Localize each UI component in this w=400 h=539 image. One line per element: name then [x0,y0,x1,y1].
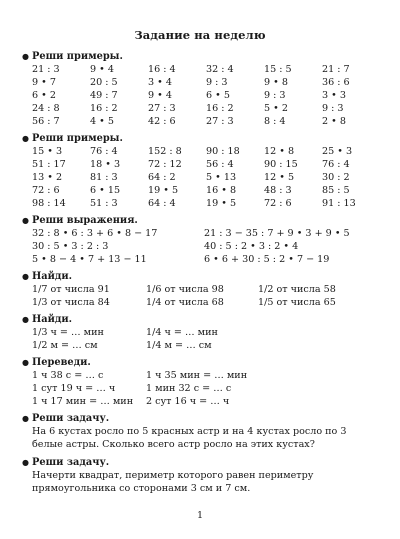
conversion-task: 1/4 м = … см [146,340,212,351]
conversion-task: 1 мин 32 с = … с [146,383,232,394]
bullet-icon: ● [22,357,29,367]
exercise: 152 : 8 [148,146,182,157]
conversion-task: 1/2 м = … см [32,340,98,351]
exercise: 6 • 2 [32,90,56,101]
exercise: 76 : 4 [90,146,118,157]
exercise: 72 : 6 [32,185,60,196]
exercise: 76 : 4 [322,159,350,170]
exercise: 9 • 7 [32,77,56,88]
bullet-icon: ● [22,314,29,324]
section-heading [22,215,138,226]
exercise: 27 : 3 [206,116,234,127]
section-heading [22,51,123,62]
exercise: 3 • 3 [322,90,346,101]
exercise: 91 : 13 [322,198,356,209]
exercise: 42 : 6 [148,116,176,127]
exercise: 6 • 15 [90,185,121,196]
page-number: 1 [196,510,204,521]
exercise: 9 • 8 [264,77,288,88]
exercise: 16 : 2 [90,103,118,114]
section-heading [22,314,72,325]
word-problem: Начерти квадрат, периметр которого равен периметру прямоугольника со сторонами 3 см и 7 см. [32,470,314,494]
section-heading-text: Реши задачу. [32,457,110,468]
exercise: 13 • 2 [32,172,63,183]
exercise: 2 • 8 [322,116,346,127]
exercise: 16 : 2 [206,103,234,114]
bullet-icon: ● [22,51,29,61]
exercise: 85 : 5 [322,185,350,196]
exercise: 9 • 4 [148,90,172,101]
bullet-icon: ● [22,413,29,423]
expression: 21 : 3 − 35 : 7 + 9 • 3 + 9 • 5 [204,228,350,239]
conversion-task: 1/4 ч = … мин [146,327,218,338]
exercise: 20 : 5 [90,77,118,88]
expression: 5 • 8 − 4 • 7 + 13 − 11 [32,254,147,265]
fraction-task: 1/7 от числа 91 [32,284,110,295]
exercise: 19 • 5 [148,185,179,196]
exercise: 30 : 2 [322,172,350,183]
exercise: 25 • 3 [322,146,353,157]
expression: 40 : 5 : 2 • 3 : 2 • 4 [204,241,299,252]
conversion-task: 1 сут 19 ч = … ч [32,383,116,394]
bullet-icon: ● [22,271,29,281]
exercise: 51 : 17 [32,159,66,170]
section-heading-text: Найди. [32,271,73,282]
exercise: 15 • 3 [32,146,63,157]
fraction-task: 1/3 от числа 84 [32,297,110,308]
conversion-task: 1 ч 17 мин = … мин [32,396,134,407]
exercise: 19 • 5 [206,198,237,209]
section-heading-text: Найди. [32,314,73,325]
exercise: 5 • 13 [206,172,237,183]
bullet-icon: ● [22,457,29,467]
exercise: 12 • 8 [264,146,295,157]
word-problem: На 6 кустах росло по 5 красных астр и на 4 кустах росло по 3 белые астры. Сколько всего астр росло на этих кустах? [32,426,347,450]
exercise: 21 : 3 [32,64,60,75]
section-heading-text: Реши примеры. [32,133,123,144]
exercise: 72 : 12 [148,159,182,170]
section-heading [22,413,109,424]
exercise: 72 : 6 [264,198,292,209]
exercise: 6 • 5 [206,90,230,101]
exercise: 9 : 3 [264,90,286,101]
exercise: 81 : 3 [90,172,118,183]
expression: 6 • 6 + 30 : 5 : 2 • 7 − 19 [204,254,330,265]
section-heading-text: Переведи. [32,357,91,368]
exercise: 90 : 15 [264,159,298,170]
section-heading-text: Реши задачу. [32,413,110,424]
conversion-task: 2 сут 16 ч = … ч [146,396,230,407]
exercise: 24 : 8 [32,103,60,114]
exercise: 12 • 5 [264,172,295,183]
section-heading [22,457,109,468]
exercise: 16 • 8 [206,185,237,196]
exercise: 9 : 3 [322,103,344,114]
exercise: 90 : 18 [206,146,240,157]
section-heading [22,357,91,368]
conversion-task: 1 ч 38 с = … с [32,370,104,381]
exercise: 56 : 4 [206,159,234,170]
exercise: 51 : 3 [90,198,118,209]
exercise: 18 • 3 [90,159,121,170]
exercise: 21 : 7 [322,64,350,75]
page-title: Задание на неделю [134,28,266,42]
conversion-task: 1/3 ч = … мин [32,327,104,338]
exercise: 9 : 3 [206,77,228,88]
exercise: 5 • 2 [264,103,288,114]
exercise: 27 : 3 [148,103,176,114]
exercise: 36 : 6 [322,77,350,88]
section-heading [22,133,123,144]
exercise: 3 • 4 [148,77,172,88]
expression: 32 : 8 • 6 : 3 + 6 • 8 − 17 [32,228,158,239]
exercise: 16 : 4 [148,64,176,75]
exercise: 49 : 7 [90,90,118,101]
fraction-task: 1/6 от числа 98 [146,284,224,295]
exercise: 98 : 14 [32,198,66,209]
section-heading-text: Реши примеры. [32,51,123,62]
bullet-icon: ● [22,215,29,225]
fraction-task: 1/4 от числа 68 [146,297,224,308]
exercise: 4 • 5 [90,116,114,127]
exercise: 48 : 3 [264,185,292,196]
exercise: 32 : 4 [206,64,234,75]
fraction-task: 1/2 от числа 58 [258,284,336,295]
expression: 30 : 5 • 3 : 2 : 3 [32,241,109,252]
bullet-icon: ● [22,133,29,143]
fraction-task: 1/5 от числа 65 [258,297,336,308]
exercise: 15 : 5 [264,64,292,75]
conversion-task: 1 ч 35 мин = … мин [146,370,248,381]
exercise: 64 : 2 [148,172,176,183]
exercise: 8 : 4 [264,116,286,127]
section-heading-text: Реши выражения. [32,215,138,226]
exercise: 56 : 7 [32,116,60,127]
section-heading [22,271,72,282]
exercise: 64 : 4 [148,198,176,209]
exercise: 9 • 4 [90,64,114,75]
